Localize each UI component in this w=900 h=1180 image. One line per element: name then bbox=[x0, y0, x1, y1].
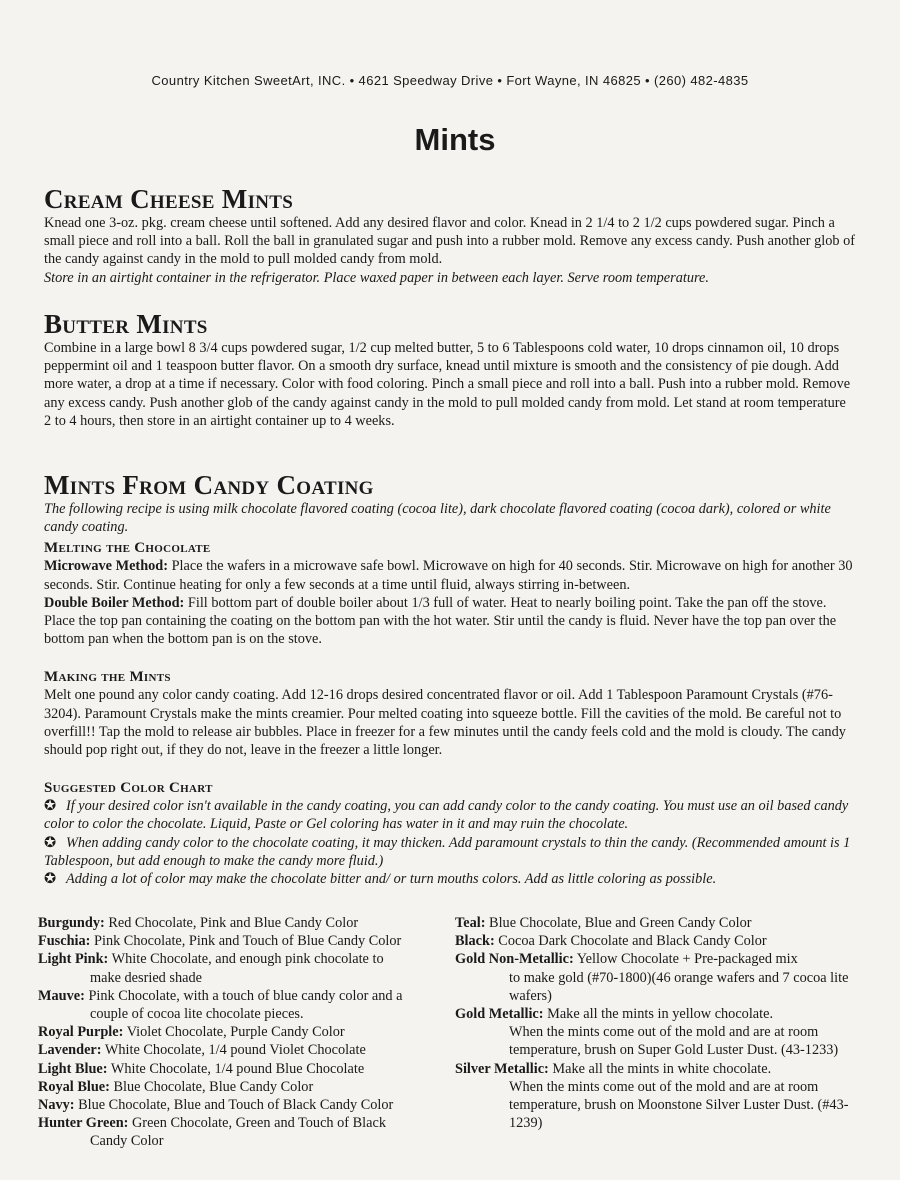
color-entry: Royal Blue: Blue Chocolate, Blue Candy Color bbox=[38, 1078, 314, 1095]
butter-body: Combine in a large bowl 8 3/4 cups powdered sugar, 1/2 cup melted butter, 5 to 6 Tablespoons cold water, 10 drops cinnamon oil, 10 drops peppermint oil and 1 teaspoon butter flavor. On a smooth dry surface, knead until mixture is smooth and the consistency of pie dough. Add more water, a drop at a time if necessary. Color with food coloring. Pinch a small piece and roll into a ball. Push into a rubber mold. Remove any excess candy. Push another glob of the candy against candy in the mold to pull molded candy from mold. Let stand at room temperature 2 to 4 hours, then store in an airtight container up to 4 weeks. bbox=[44, 340, 851, 429]
letterhead: Country Kitchen SweetArt, INC. • 4621 Speedway Drive • Fort Wayne, IN 46825 • (260) 482-4835 bbox=[151, 73, 749, 88]
color-entry: Gold Metallic: Make all the mints in yellow chocolate. When the mints come out of the mold and are at room temperature, brush on Super Gold Luster Dust. (43-1233) bbox=[455, 1006, 839, 1059]
color-entry: Fuschia: Pink Chocolate, Pink and Touch of Blue Candy Color bbox=[38, 933, 402, 950]
color-entry: Black: Cocoa Dark Chocolate and Black Candy Color bbox=[455, 933, 767, 950]
color-entry: Navy: Blue Chocolate, Blue and Touch of Black Candy Color bbox=[38, 1097, 394, 1114]
coating-intro: The following recipe is using milk chocolate flavored coating (cocoa lite), dark chocolate flavored coating (cocoa dark), colored or white candy coating. bbox=[44, 501, 831, 536]
color-entry: Mauve: Pink Chocolate, with a touch of blue candy color and a couple of cocoa lite chocolate pieces. bbox=[38, 987, 403, 1023]
cream-cheese-body: Knead one 3-oz. pkg. cream cheese until softened. Add any desired flavor and color. Knead in 2 1/4 to 2 1/2 cups powdered sugar. Pinch a small piece and roll into a ball. Roll the ball in granulated sugar and push into a rubber mold. Remove any excess candy. Push another glob of the candy against candy in the mold to pull molded candy from mold. bbox=[44, 215, 856, 268]
color-entry: Hunter Green: Green Chocolate, Green and Touch of Black Candy Color bbox=[38, 1115, 386, 1150]
making-text: Melt one pound any color candy coating. Add 12-16 drops desired concentrated flavor or oil. Add 1 Tablespoon Paramount Crystals (#76-3204). Paramount Crystals make the mints creamier. Pour melted coating into squeeze bottle. Fill the cavities of the mold. Be careful not to overfill!! Tap the mold to release air bubbles. Place in freezer for a few minutes until the candy feels cold and the mold is cloudy. The candy should pop right out, if they do not, leave in the freezer a little longer. bbox=[44, 687, 846, 759]
recycle-bullet-icon: ✪ bbox=[44, 834, 56, 851]
microwave-method bbox=[44, 557, 856, 593]
color-entry: Royal Purple: Violet Chocolate, Purple Candy Color bbox=[38, 1024, 345, 1041]
recycle-bullet-icon: ✪ bbox=[44, 871, 56, 888]
color-entry: Gold Non-Metallic: Yellow Chocolate + Pre-packaged mix to make gold (#70-1800)(46 orange wafers and 7 cocoa lite wafers) bbox=[455, 951, 849, 1004]
cream-cheese-note: Store in an airtight container in the refrigerator. Place waxed paper in between each layer. Serve room temperature. bbox=[44, 269, 709, 286]
double-boiler-label: Double Boiler Method: bbox=[44, 594, 185, 611]
double-boiler-method bbox=[44, 594, 856, 649]
page-title: Mints bbox=[414, 122, 496, 157]
microwave-text: Place the wafers in a microwave safe bowl. Microwave on high for 40 seconds. Stir. Microwave on high for another 30 seconds. Stir. Continue heating for only a few seconds at a time until fluid, always stirring in-between. bbox=[44, 558, 853, 593]
double-boiler-text: Fill bottom part of double boiler about 1/3 full of water. Heat to nearly boiling point. Take the pan off the stove. Place the top pan containing the coating on the bottom pan with the hot water. Stir until the candy is fluid. Never have the top pan over the bottom pan when the bottom pan is on the stove. bbox=[44, 594, 837, 648]
tip-item: ✪ When adding candy color to the chocolate coating, it may thicken. Add paramount crystals to thin the candy. (Recommended amount is 1 Tablespoon, but add enough to make the candy more fluid.) bbox=[44, 834, 851, 869]
butter-section bbox=[44, 309, 856, 430]
coating-heading: Mints From Candy Coating bbox=[44, 470, 374, 500]
color-list-left bbox=[38, 914, 448, 1151]
cream-cheese-heading: Cream Cheese Mints bbox=[44, 184, 294, 214]
cream-cheese-section bbox=[44, 184, 856, 287]
color-entry: Teal: Blue Chocolate, Blue and Green Candy Color bbox=[455, 915, 752, 931]
coating-section bbox=[44, 470, 856, 888]
making-heading: Making the Mints bbox=[44, 669, 171, 686]
color-entry: Silver Metallic: Make all the mints in white chocolate. When the mints come out of the mold and are at room temperature, brush on Moonstone Silver Luster Dust. (#43-1239) bbox=[455, 1060, 849, 1132]
microwave-label: Microwave Method: bbox=[44, 558, 169, 575]
color-entry: Lavender: White Chocolate, 1/4 pound Violet Chocolate bbox=[38, 1042, 366, 1059]
color-list-right bbox=[455, 914, 855, 1132]
color-chart-heading: Suggested Color Chart bbox=[44, 780, 213, 797]
tip-item: ✪ If your desired color isn't available in the candy coating, you can add candy color to the candy coating. You must use an oil based candy color to color the chocolate. Liquid, Paste or Gel coloring has water in it and may ruin the chocolate. bbox=[44, 798, 849, 833]
recycle-bullet-icon: ✪ bbox=[44, 798, 56, 815]
tip-item: ✪ Adding a lot of color may make the chocolate bitter and/ or turn mouths colors. Add as little coloring as possible. bbox=[44, 871, 717, 888]
color-entry: Burgundy: Red Chocolate, Pink and Blue Candy Color bbox=[38, 915, 359, 931]
color-entry: Light Pink: White Chocolate, and enough pink chocolate to make desried shade bbox=[38, 951, 384, 986]
melting-heading: Melting the Chocolate bbox=[44, 540, 211, 557]
color-entry: Light Blue: White Chocolate, 1/4 pound Blue Chocolate bbox=[38, 1060, 365, 1077]
butter-heading: Butter Mints bbox=[44, 309, 208, 339]
